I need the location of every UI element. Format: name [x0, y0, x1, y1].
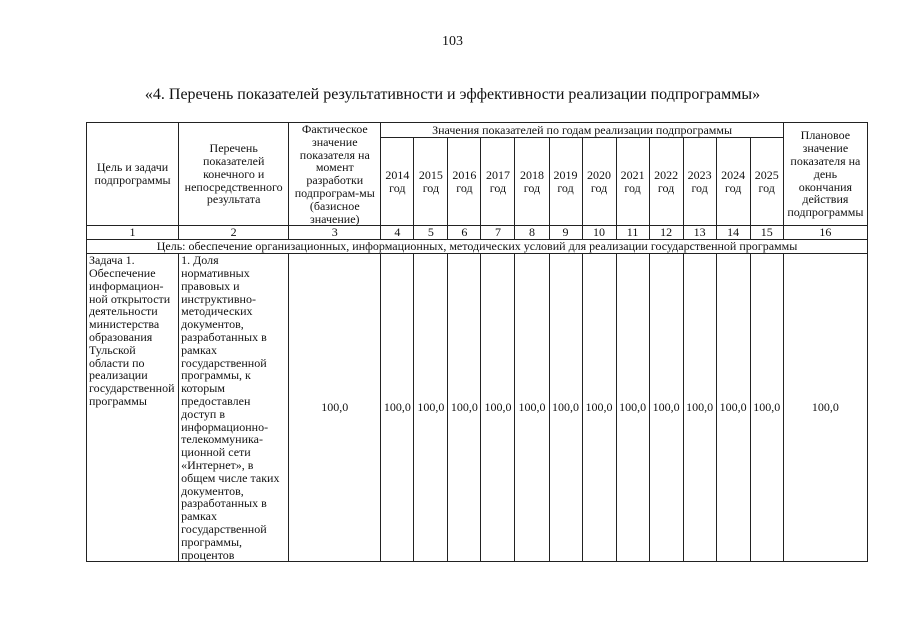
header-year-2022: 2022 год — [649, 138, 683, 226]
table-row — [87, 254, 868, 562]
column-number: 6 — [448, 226, 481, 240]
year-value-2024: 100,0 — [716, 254, 750, 562]
section-title: «4. Перечень показателей результативности и эффективности реализации подпрограммы» — [144, 86, 761, 103]
column-number: 12 — [649, 226, 683, 240]
column-number: 16 — [783, 226, 867, 240]
header-year-2023: 2023 год — [683, 138, 716, 226]
column-number: 3 — [289, 226, 381, 240]
header-baseline: Фактическое значение показателя на момент разработки подпрограм-мы (базисное значение) — [289, 123, 381, 226]
year-value-2017: 100,0 — [481, 254, 515, 562]
header-year-2019: 2019 год — [549, 138, 582, 226]
header-year-2015: 2015 год — [414, 138, 448, 226]
year-value-2019: 100,0 — [549, 254, 582, 562]
header-year-2020: 2020 год — [582, 138, 616, 226]
goal-row: Цель: обеспечение организационных, информационных, методических условий для реализации государственной программы — [87, 240, 868, 254]
header-year-2024: 2024 год — [716, 138, 750, 226]
year-value-2020: 100,0 — [582, 254, 616, 562]
header-planned: Плановое значение показателя на день окончания действия подпрограммы — [783, 123, 867, 226]
column-number: 11 — [616, 226, 649, 240]
column-number: 8 — [515, 226, 549, 240]
header-year-2018: 2018 год — [515, 138, 549, 226]
header-goals: Цель и задачи подпрограммы — [87, 123, 179, 226]
column-number: 1 — [87, 226, 179, 240]
header-year-2025: 2025 год — [750, 138, 783, 226]
column-number: 4 — [381, 226, 414, 240]
indicators-table — [86, 122, 868, 562]
baseline-value: 100,0 — [289, 254, 381, 562]
header-years-group: Значения показателей по годам реализации подпрограммы — [381, 123, 783, 138]
column-number: 13 — [683, 226, 716, 240]
header-year-2017: 2017 год — [481, 138, 515, 226]
indicator-cell: 1. Доля нормативных правовых и инструктивно-методических документов, разработанных в рамках государственной программы, к которым предоставлен доступ в информационно-телекоммуника-ционной сети «Интернет», в общем числе таких документов, разработанных в рамках государственной программы, процентов — [179, 254, 289, 562]
year-value-2018: 100,0 — [515, 254, 549, 562]
year-value-2022: 100,0 — [649, 254, 683, 562]
header-year-2014: 2014 год — [381, 138, 414, 226]
header-year-2016: 2016 год — [448, 138, 481, 226]
year-value-2015: 100,0 — [414, 254, 448, 562]
column-number: 9 — [549, 226, 582, 240]
column-number: 2 — [179, 226, 289, 240]
year-value-2021: 100,0 — [616, 254, 649, 562]
planned-value: 100,0 — [783, 254, 867, 562]
task-cell: Задача 1. Обеспечение информацион-ной открытости деятельности министерства образования Тульской области по реализации государственной программы — [87, 254, 179, 562]
column-number: 14 — [716, 226, 750, 240]
column-number: 7 — [481, 226, 515, 240]
year-value-2023: 100,0 — [683, 254, 716, 562]
year-value-2025: 100,0 — [750, 254, 783, 562]
page-number: 103 — [442, 34, 463, 49]
year-value-2016: 100,0 — [448, 254, 481, 562]
header-year-2021: 2021 год — [616, 138, 649, 226]
column-number: 5 — [414, 226, 448, 240]
column-number-row — [87, 226, 868, 240]
column-number: 10 — [582, 226, 616, 240]
year-value-2014: 100,0 — [381, 254, 414, 562]
header-indicators: Перечень показателей конечного и непосредственного результата — [179, 123, 289, 226]
column-number: 15 — [750, 226, 783, 240]
